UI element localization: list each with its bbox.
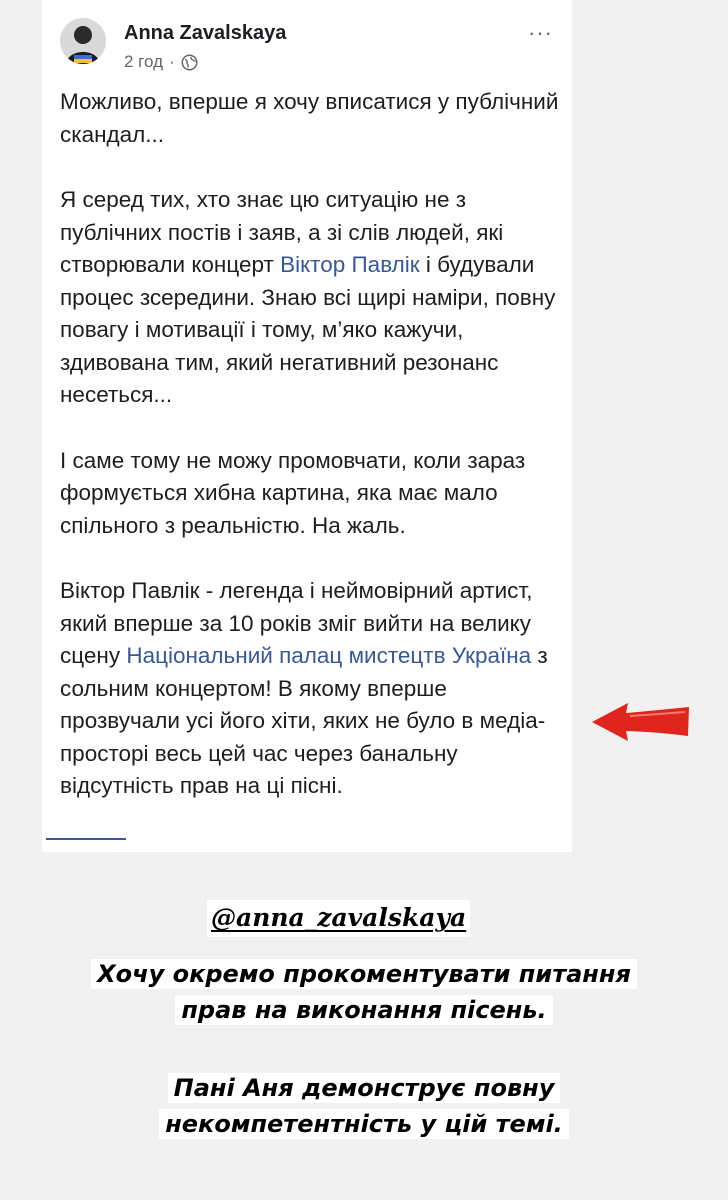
globe-icon: [181, 54, 198, 71]
comment-1-line-1: Хочу окремо прокоментувати питання: [91, 959, 637, 989]
comment-1-line-2: прав на виконання пісень.: [175, 995, 552, 1025]
paragraph-4: [60, 575, 560, 803]
comment-2-line-1: Пані Аня демонструє повну: [168, 1073, 561, 1103]
handle-caption: @anna_zavalskaya: [207, 900, 470, 937]
paragraph-4-text-a: Віктор Павлік - легенда і неймовірний артист, який вперше за 10 років зміг вийти на велику сцену: [60, 578, 533, 668]
post-body: [60, 86, 560, 836]
more-options-icon[interactable]: ···: [528, 20, 553, 45]
post-time[interactable]: 2 год: [124, 52, 164, 71]
meta-separator: ·: [169, 52, 175, 71]
paragraph-1-text: Можливо, вперше я хочу вписатися у публічний скандал...: [60, 89, 559, 147]
paragraph-2: [60, 184, 560, 412]
comment-block-1: [0, 956, 728, 1028]
author-name[interactable]: Anna Zavalskaya: [124, 22, 287, 44]
paragraph-2-text-a: Я серед тих, хто знає цю ситуацію не з публічних постів і заяв, а зі слів людей, які створювали концерт: [60, 187, 504, 277]
paragraph-3: [60, 445, 560, 543]
paragraph-3-text: І саме тому не можу промовчати, коли зараз формується хибна картина, яка має мало спільного з реальністю. На жаль.: [60, 447, 526, 538]
red-arrow-icon: [590, 700, 692, 744]
paragraph-2-text-b: і будували процес зсередини. Знаю всі щирі наміри, повну повагу і мотивації і тому, м’яко кажучи, здивована тим, який негативний резонанс несеться...: [60, 252, 556, 407]
link-viktor-pavlik[interactable]: Віктор Павлік: [280, 252, 420, 277]
paragraph-1: [60, 86, 560, 151]
post-meta: [124, 52, 198, 72]
comment-block-2: [0, 1070, 728, 1142]
comment-2-line-2: некомпетентність у цій темі.: [159, 1109, 569, 1139]
paragraph-4-text-b: з сольним концертом! В якому вперше прозвучали усі його хіти, яких не було в медіа-просторі весь цей час через банальну відсутність прав на ці пісні.: [60, 643, 548, 798]
link-underline-fragment: [46, 838, 126, 840]
avatar[interactable]: [60, 18, 106, 64]
link-national-palace[interactable]: Національний палац мистецтв Україна: [126, 643, 532, 668]
